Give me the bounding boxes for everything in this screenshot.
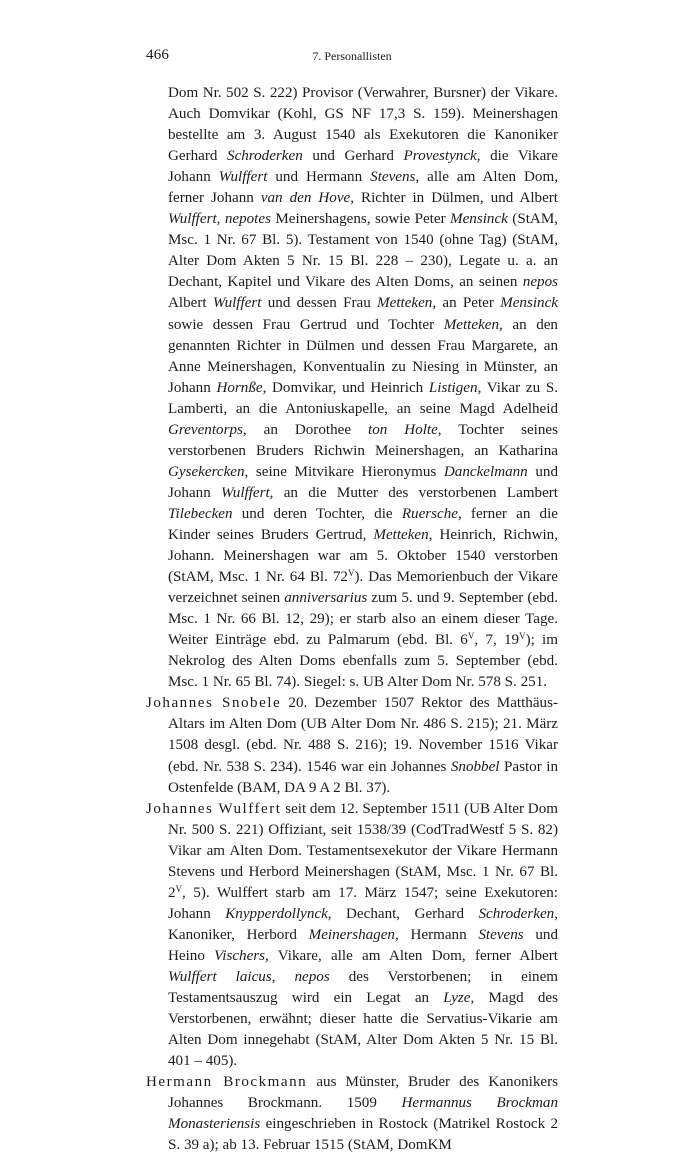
text-run: Albert bbox=[168, 295, 213, 312]
italic-name: van den Hove bbox=[260, 190, 351, 207]
entry-continuation bbox=[146, 83, 558, 693]
italic-name: Knypperdollynck bbox=[225, 905, 328, 922]
italic-name: Mensinck bbox=[500, 295, 558, 312]
italic-name: Stevens bbox=[478, 926, 524, 943]
text-run: Meinershagens, sowie Peter bbox=[270, 211, 451, 228]
text-run: , Dechant, Gerhard bbox=[327, 905, 479, 922]
text-run: , ferner an die Kinder seines Bruders Gertrud, bbox=[168, 505, 558, 543]
text-run: , Vikare, alle am Alten Dom, ferner Albert bbox=[265, 947, 558, 964]
page-header bbox=[146, 47, 558, 67]
text-run: , an Peter bbox=[432, 295, 501, 312]
italic-name: Tilebecken bbox=[168, 505, 233, 522]
italic-name: Wulffert bbox=[218, 169, 268, 186]
italic-name: Schroderken bbox=[478, 905, 555, 922]
italic-name: Vischers bbox=[214, 947, 266, 964]
superscript-verso: V bbox=[467, 631, 475, 642]
italic-name: Wulffert bbox=[221, 484, 270, 501]
text-run: , 5). Wulffert starb am 17. März 1547; seine Exekutoren: Johann bbox=[168, 884, 558, 922]
text-run: des Verstorbenen; in einem Testamentsauszug wird ein Legat an bbox=[168, 968, 559, 1007]
text-run: , Kanoniker, Herbord bbox=[168, 905, 558, 943]
superscript-verso: V bbox=[175, 883, 183, 894]
running-title: 7. Personallisten bbox=[312, 49, 392, 63]
page-number: 466 bbox=[146, 47, 170, 63]
body-text bbox=[146, 83, 558, 1156]
italic-name: Mensinck bbox=[450, 211, 508, 228]
italic-name: Gysekercken bbox=[168, 463, 245, 480]
italic-name: Metteken bbox=[377, 295, 433, 312]
text-run: und deren Tochter, die bbox=[232, 505, 402, 522]
italic-name: Listigen bbox=[428, 379, 478, 396]
italic-name: Ruersche bbox=[401, 505, 458, 522]
text-run: zum 5. und 9. September (ebd. Msc. 1 Nr. 66 Bl. 12, 29); er starb also an einem dieser Tage. Weiter Einträge ebd. zu Palmarum (ebd. Bl. 6 bbox=[168, 590, 558, 649]
superscript-verso: V bbox=[347, 568, 355, 579]
text-run: sowie dessen Frau Gertrud und Tochter bbox=[168, 316, 444, 333]
superscript-verso: V bbox=[519, 631, 526, 642]
text-run: , an Dorothee bbox=[242, 421, 368, 438]
entry-heading-name: Johannes Wulffert bbox=[146, 800, 282, 817]
text-run: Dom Nr. 502 S. 222) Provisor (Verwahrer, Bursner) der Vikare. Auch Domvikar (Kohl, GS NF 17,3 S. 159). Meinershagen bestellte am 3. August 1540 als Exekutoren die Kanoniker Gerhard bbox=[168, 85, 558, 165]
italic-name: Meinershagen bbox=[308, 926, 395, 943]
italic-name: Wulffert laicus bbox=[168, 968, 272, 985]
italic-name: nepos bbox=[294, 968, 330, 985]
text-run: , an die Mutter des verstorbenen Lambert bbox=[269, 484, 558, 501]
text-run: Pastor in Ostenfelde (BAM, DA 9 A 2 Bl. 37). bbox=[168, 758, 558, 796]
person-entry bbox=[146, 799, 558, 1073]
text-run: , Richter in Dülmen, und Albert bbox=[350, 190, 559, 207]
italic-name: nepotes bbox=[224, 211, 271, 228]
person-entry bbox=[146, 1072, 558, 1156]
person-entry bbox=[146, 693, 558, 798]
text-run: ); im Nekrolog des Alten Doms ebenfalls zum 5. September (ebd. Msc. 1 Nr. 65 Bl. 74). Siegel: s. UB Alter Dom Nr. 578 S. 251. bbox=[168, 632, 558, 691]
text-run: aus Münster, Bruder des Kanonikers Johannes Brockmann. 1509 bbox=[168, 1074, 558, 1112]
entry-heading-name: Hermann Brockmann bbox=[146, 1074, 308, 1091]
text-run: , an den genannten Richter in Dülmen und dessen Frau Margarete, an Anne Meinershagen, Konventualin zu Niesing in Münster, an Johann bbox=[168, 316, 558, 396]
entry-heading-name: Johannes Snobele bbox=[146, 695, 282, 712]
text-run: , die Vikare Johann bbox=[168, 148, 558, 186]
italic-name: nepos bbox=[522, 274, 558, 291]
text-run: (StAM, Msc. 1 Nr. 67 Bl. 5). Testament von 1540 (ohne Tag) (StAM, Alter Dom Akten 5 Nr. 15 Bl. 228 – 230), Legate u. a. an Dechant, Kapitel und Vikare des Alten Doms, an seinen bbox=[168, 211, 559, 291]
text-run: 20. Dezember 1507 Rektor des Matthäus-Altars im Alten Dom (UB Alter Dom Nr. 486 S. 215); 21. März 1508 desgl. (ebd. Nr. 488 S. 216); 19. November 1516 Vikar (ebd. Nr. 538 S. 234). 1546 war ein Johannes bbox=[168, 695, 558, 775]
italic-name: Danckelmann bbox=[443, 463, 528, 480]
text-run: ). Das Memorienbuch der Vikare verzeichnet seinen bbox=[168, 569, 558, 607]
italic-name: Wulffert bbox=[168, 211, 217, 228]
italic-name: Hornße bbox=[216, 379, 263, 396]
italic-name: ton Holte bbox=[368, 421, 438, 438]
text-run: , alle am Alten Dom, ferner Johann bbox=[168, 169, 558, 207]
text-run: , Hermann bbox=[394, 926, 479, 943]
italic-name: Metteken bbox=[443, 316, 500, 333]
text-run: seit dem 12. September 1511 (UB Alter Dom Nr. 500 S. 221) Offiziant, seit 1538/39 (CodTradWestf 5 S. 82) Vikar am Alten Dom. Testamentsexekutor der Vikare Hermann Stevens und Herbord Meinershagen (StAM, Msc. 1 Nr. 67 Bl. 2 bbox=[168, 800, 558, 901]
text-run: , Vikar zu S. Lamberti, an die Antoniuskapelle, an seine Magd Adelheid bbox=[168, 379, 558, 417]
italic-name: Stevens bbox=[370, 169, 416, 186]
italic-name: Lyze bbox=[443, 990, 471, 1007]
italic-name: Provestynck bbox=[403, 148, 477, 165]
text-run: , Magd des Verstorbenen, erwähnt; dieser hatte die Servatius-Vikarie am Alten Dom innegehabt (StAM, Alter Dom Akten 5 Nr. 15 Bl. 401 – 405). bbox=[168, 990, 558, 1070]
italic-name: Wulffert bbox=[212, 295, 262, 312]
italic-name: Greventorps bbox=[168, 421, 243, 438]
text-run: und Heino bbox=[168, 926, 559, 964]
text-run: , bbox=[216, 211, 225, 228]
text-run: und Gerhard bbox=[302, 148, 404, 165]
text-run: , 7, 19 bbox=[474, 632, 520, 649]
italic-name: Metteken bbox=[373, 526, 429, 543]
italic-name: anniversarius bbox=[284, 590, 368, 607]
text-run: , Tochter seines verstorbenen Bruders Richwin Meinershagen, an Katharina bbox=[168, 421, 558, 459]
italic-name: Snobbel bbox=[450, 758, 500, 775]
text-run: und Johann bbox=[168, 463, 558, 501]
text-run: und Hermann bbox=[267, 169, 371, 186]
text-run: und dessen Frau bbox=[261, 295, 378, 312]
italic-name: Hermannus Brockman Monasteriensis bbox=[168, 1095, 558, 1133]
text-run: , seine Mitvikare Hieronymus bbox=[244, 463, 444, 480]
italic-name: Schroderken bbox=[227, 148, 303, 165]
text-run: , Domvikar, und Heinrich bbox=[262, 379, 429, 396]
text-run: , Heinrich, Richwin, Johann. Meinershagen war am 5. Oktober 1540 verstorben (StAM, Msc. 1 Nr. 64 Bl. 72 bbox=[168, 526, 558, 586]
text-run: , bbox=[271, 968, 295, 985]
text-run: eingeschrieben in Rostock (Matrikel Rostock 2 S. 39 a); ab 13. Februar 1515 (StAM, DomKM bbox=[168, 1116, 558, 1154]
